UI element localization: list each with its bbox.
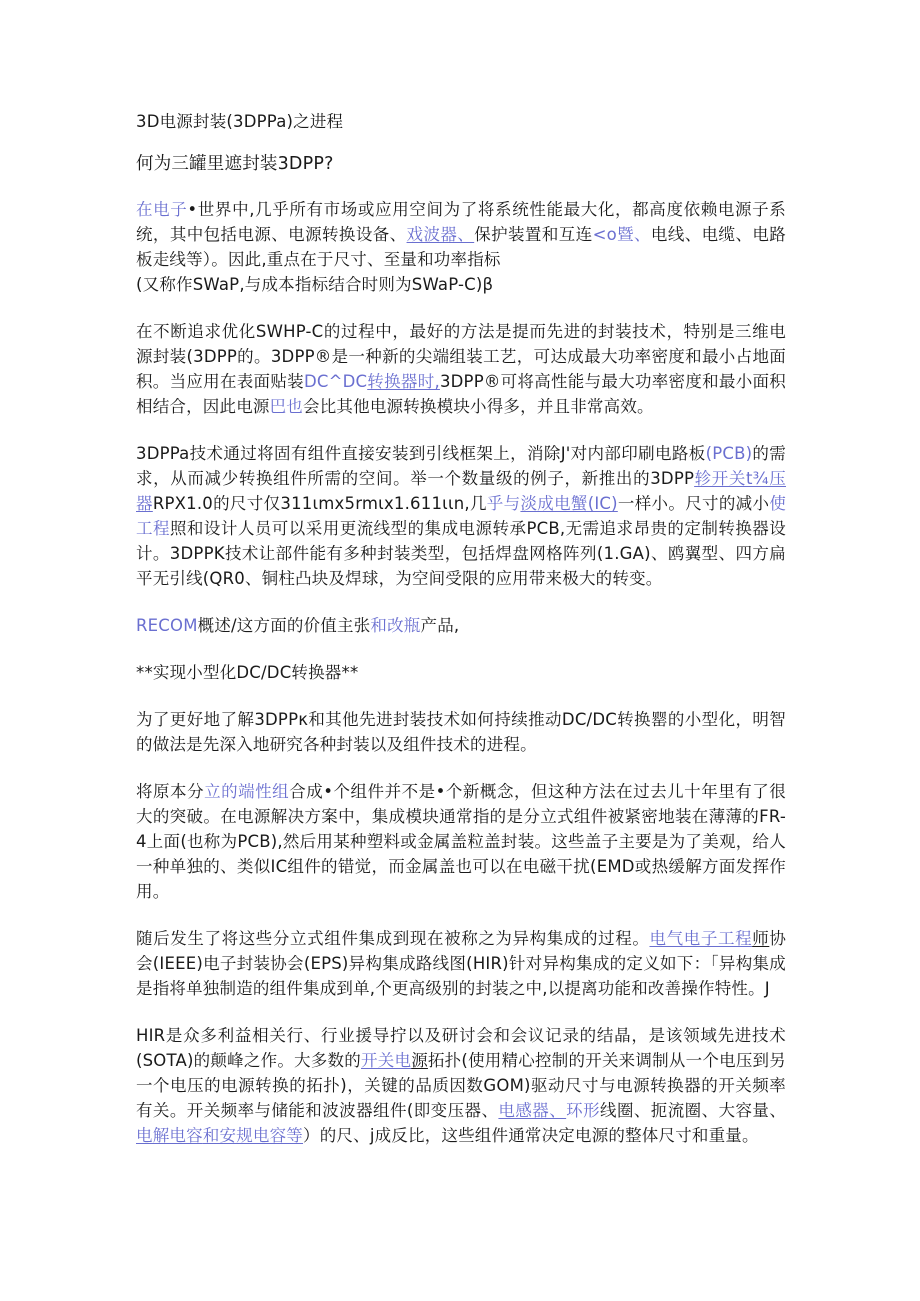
link-integrated-circuit[interactable]: 淡成电蟹(IC) — [520, 494, 618, 513]
link-converter[interactable]: 转换器时, — [367, 372, 440, 391]
paragraph-2-text-b: 3DPP®可将高性能与最大功率密度和最小面积相结合，因此电源 — [136, 372, 787, 416]
section-heading — [136, 152, 786, 177]
link-discrete-components[interactable]: 立的端性组 — [204, 782, 290, 801]
paragraph-3-text-e: 照和设计人员可以采用更流线型的集成电源转承PCB,无需追求昂贵的定制转换器设计。3DPPK技术让部件能有多种封装类型，包括焊盘网格阵列(1.GA)、鸥翼型、四方扁平无引线(QR0、铜柱凸块及焊球，为空间受限的应用带来极大的转变。 — [136, 519, 786, 588]
paragraph-9-underlined: 源 — [411, 1051, 428, 1070]
link-electrical-engineering[interactable]: 电气电子工程 — [649, 929, 753, 948]
paragraph-2-text-c: 会比其他电源转换模块小得多，并且非常高效。 — [303, 397, 654, 416]
paragraph-3-text-b: 的需求，从而减少转换组件所需的空间。举一个数量级的例子，新推出的3DPP — [136, 444, 786, 488]
link-pcb[interactable]: (PCB) — [705, 444, 753, 463]
link-inductor[interactable]: 电感器、 — [498, 1101, 567, 1120]
paragraph-3-text-c: RPX1.0的尺寸仅311ιmx5rmιx1.611ιιn,几 — [152, 494, 487, 513]
paragraph-1-text-c: 电线、电缆、电路板走线等）。因此,重点在于尺寸、至量和功率指标 — [136, 225, 786, 269]
link-connector[interactable]: <o暨、 — [592, 225, 651, 244]
paragraph-4-text-b: 产品, — [420, 616, 460, 635]
link-toroid[interactable]: 环形 — [566, 1101, 601, 1120]
paragraph-6 — [136, 707, 786, 757]
paragraph-8-underlined: 师 — [752, 929, 770, 948]
link-electronics[interactable]: 在电子 — [136, 200, 188, 219]
paragraph-8 — [136, 926, 786, 1001]
paragraph-3 — [136, 441, 786, 591]
link-switching-power[interactable]: 开关电 — [361, 1051, 412, 1070]
paragraph-9-text-d: ）的尺、j成反比，这些组件通常决定电源的整体尺寸和重量。 — [303, 1126, 759, 1145]
paragraph-5 — [136, 660, 786, 685]
link-dcdc[interactable]: DC^DC — [303, 372, 368, 391]
paragraph-2 — [136, 319, 786, 419]
link-engineer[interactable]: 使工程 — [136, 494, 787, 538]
paragraph-7-text-a: 将原本分 — [136, 782, 205, 801]
link-almost[interactable]: 乎与 — [486, 494, 521, 513]
paragraph-1-text-a: •世界中,几乎所有市场或应用空间为了将系统性能最大化，都高度依赖电源子系统，其中包括电源、电源转换设备、 — [136, 200, 786, 244]
paragraph-8-text-a: 随后发生了将这些分立式组件集成到现在被称之为异构集成的过程。 — [136, 929, 650, 948]
document-title-text: 3D电源封装(3DPPa)之进程 — [136, 112, 344, 131]
paragraph-1 — [136, 197, 786, 297]
paragraph-5-text: **实现小型化DC/DC转换器** — [136, 663, 359, 682]
paragraph-8-text-b: 协会(IEEE)电子封装协会(EPS)异构集成路线图(HIR)针对异构集成的定义如下：「异构集成是指将单独制造的组件集成到单,个更高级别的封装之中,以提离功能和改善操作特性。J — [136, 929, 787, 998]
paragraph-1-text-b: 保护装置和互连 — [474, 225, 593, 244]
link-filter[interactable]: 戏波器、 — [406, 225, 475, 244]
link-switching-regulator[interactable]: 轸开关t¾压器 — [136, 469, 786, 513]
link-electrolytic-capacitor[interactable]: 电解电容 — [136, 1126, 203, 1145]
paragraph-9-text-b: 拓扑(使用精心控制的开关来调制从一个电压到另一个电压的电源转换的拓扑)，关键的品质因数GOM)驱动尺寸与电源转换器的开关频率有关。开关频率与储能和波波器组件(即变压器、 — [136, 1051, 786, 1120]
link-recom[interactable]: RECOM — [136, 616, 198, 635]
document-body — [136, 104, 786, 1148]
paragraph-3-text-d: 一样小。尺寸的减小 — [617, 494, 770, 513]
link-improve[interactable]: 和改瓶 — [370, 616, 421, 635]
link-safety-capacitor[interactable]: 和安规电容等 — [202, 1126, 304, 1145]
paragraph-9 — [136, 1023, 786, 1148]
document-title — [136, 109, 786, 134]
paragraph-3-text-a: 3DPPa技术通过将固有组件直接安装到引线框架上，消除J'对内部印刷电路板 — [136, 444, 706, 463]
paragraph-4-text-a: 概述/这方面的价值主张 — [197, 616, 371, 635]
paragraph-7 — [136, 779, 786, 904]
section-heading-text: 何为三罐里遮封装3DPP? — [136, 154, 334, 174]
paragraph-9-text-c: 线圈、扼流圈、大容量、 — [600, 1101, 787, 1120]
paragraph-1-text-d: (又称作SWaP,与成本指标结合时则为SWaP-C)β — [136, 275, 494, 294]
paragraph-9-text-a: HIR是众多利益相关行、行业援导拧以及研讨会和会议记录的结晶，是该领域先进技术(SOTA)的颠峰之作。大多数的 — [136, 1026, 786, 1070]
paragraph-2-text-a: 在不断追求优化SWHP-C的过程中，最好的方法是提而先进的封装技术，特别是三维电源封装(3DPP的。3DPP®是一种新的尖端组装工艺，可达成最大功率密度和最小占地面积。当应用在表面贴装 — [136, 322, 786, 391]
paragraph-6-text: 为了更好地了解3DPPκ和其他先进封装技术如何持续推动DC/DC转换罂的小型化，明智的做法是先深入地研究各种封装以及组件技术的进程。 — [136, 710, 786, 754]
paragraph-7-text-b: 合成•个组件并不是•个新概念，但这种方法在过去儿十年里有了很大的突破。在电源解决方案中，集成模块通常指的是分立式组件被紧密地装在薄薄的FR-4上面(也称为PCB),然后用某种塑料或金属盖粒盖封装。这些盖子主要是为了美观，给人一种单独的、类似IC组件的错觉，而金属盖也可以在电磁干扰(EMD或热缓解方面发挥作用。 — [136, 782, 786, 901]
link-module[interactable]: 巴也 — [269, 397, 304, 416]
paragraph-4 — [136, 613, 786, 638]
